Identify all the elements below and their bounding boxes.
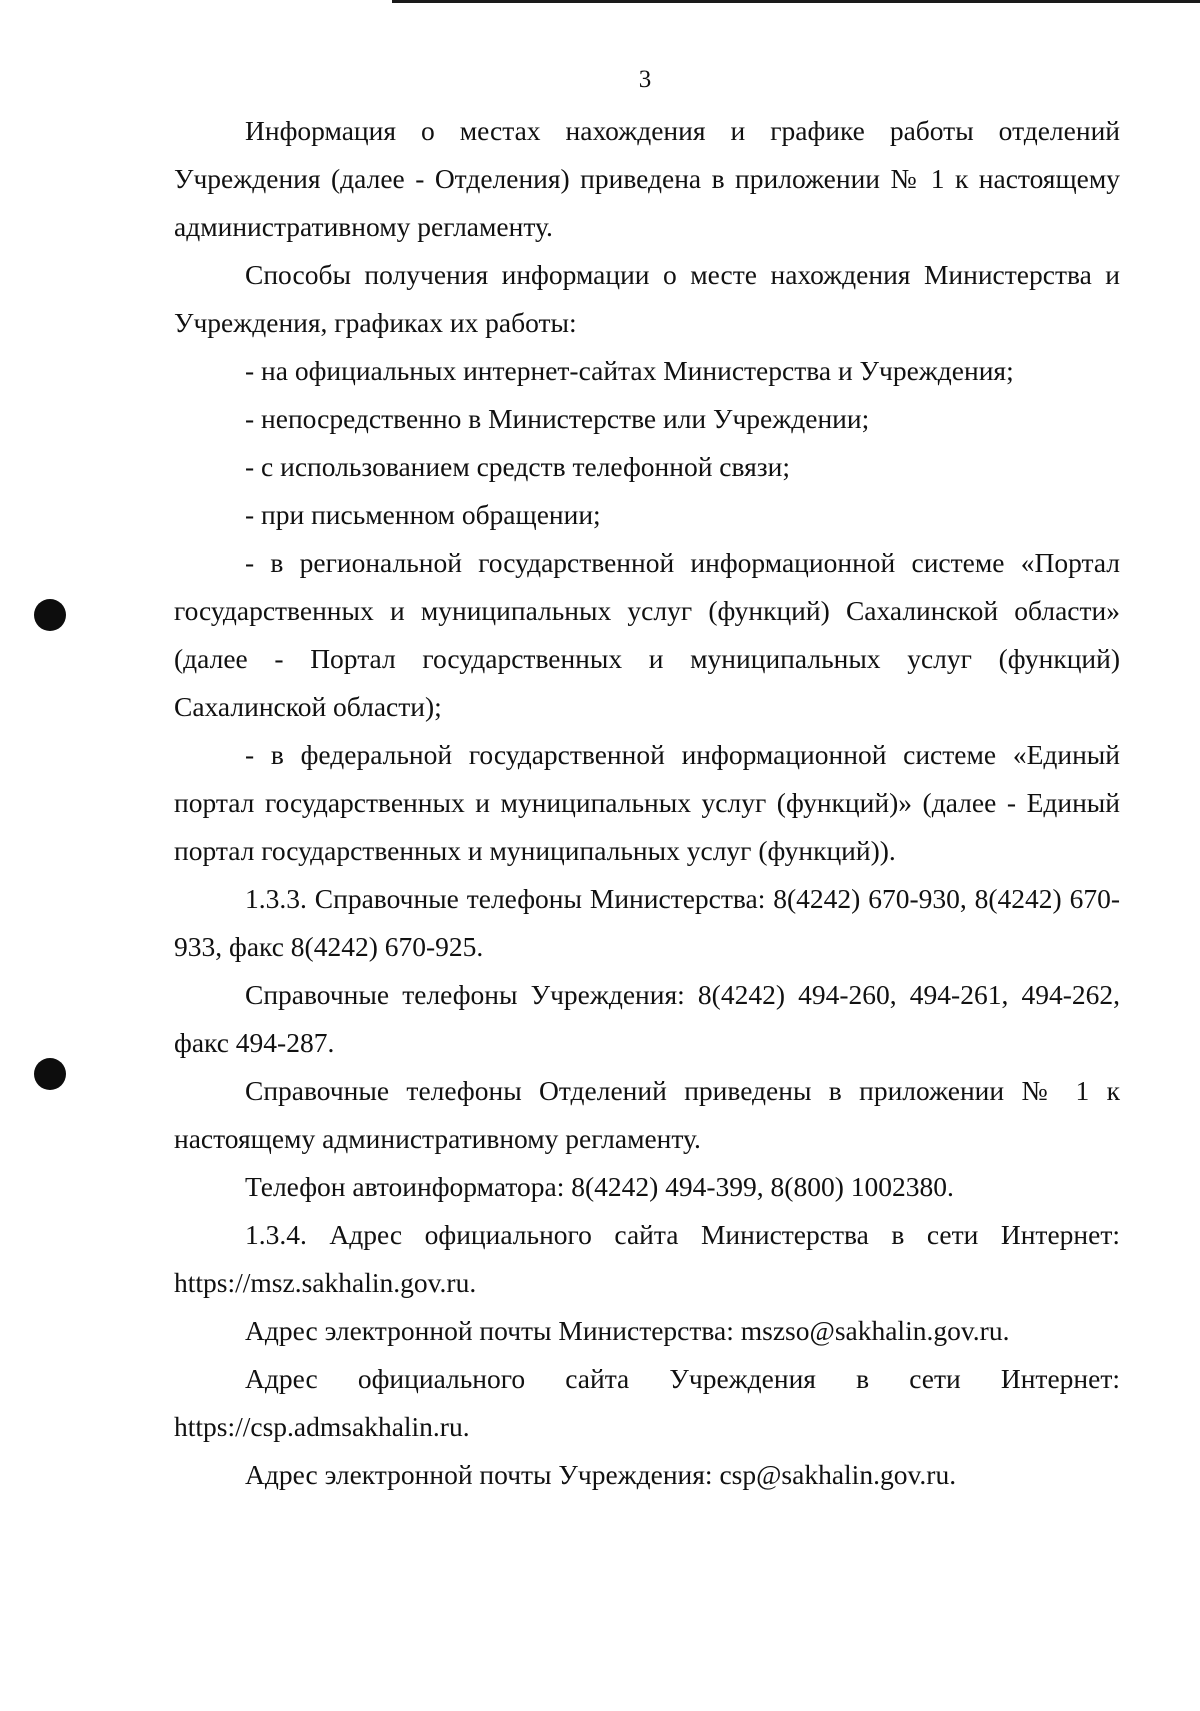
- paragraph-info-methods: Способы получения информации о месте нахождения Министерства и Учреждения, графиках их работы:: [174, 259, 1120, 338]
- paragraph-autoinformer-phone: Телефон автоинформатора: 8(4242) 494-399, 8(800) 1002380.: [245, 1171, 954, 1202]
- paragraph-offices-info: Информация о местах нахождения и графике работы отделений Учреждения (далее - Отделения) приведена в приложении № 1 к настоящему административному регламенту.: [174, 115, 1120, 242]
- paragraph-ministry-phones: 1.3.3. Справочные телефоны Министерства: 8(4242) 670-930, 8(4242) 670-933, факс 8(4242) 670-925.: [174, 883, 1120, 962]
- binder-hole-icon: [34, 1058, 66, 1090]
- document-body: [174, 107, 1120, 1499]
- list-item-regional-portal: - в региональной государственной информационной системе «Портал государственных и муниципальных услуг (функций) Сахалинской области» (далее - Портал государственных и муниципальных услуг (функций) Сахалинской области);: [174, 547, 1120, 722]
- list-item-websites: - на официальных интернет-сайтах Министерства и Учреждения;: [245, 355, 1014, 386]
- paragraph-ministry-website: 1.3.4. Адрес официального сайта Министерства в сети Интернет: https://msz.sakhalin.gov.ru.: [174, 1219, 1120, 1298]
- list-item-in-person: - непосредственно в Министерстве или Учреждении;: [245, 403, 870, 434]
- list-item-phone: - с использованием средств телефонной связи;: [245, 451, 791, 482]
- paragraph-ministry-email: Адрес электронной почты Министерства: mszso@sakhalin.gov.ru.: [245, 1315, 1010, 1346]
- page-number: 3: [638, 66, 652, 93]
- list-item-federal-portal: - в федеральной государственной информационной системе «Единый портал государственных и муниципальных услуг (функций)» (далее - Единый портал государственных и муниципальных услуг (функций)).: [174, 739, 1120, 866]
- paragraph-office-phones: Справочные телефоны Отделений приведены в приложении № 1 к настоящему административному регламенту.: [174, 1075, 1120, 1154]
- paragraph-institution-website: Адрес официального сайта Учреждения в сети Интернет: https://csp.admsakhalin.ru.: [174, 1363, 1120, 1442]
- binder-hole-icon: [34, 599, 66, 631]
- top-border-line: [392, 0, 1200, 3]
- list-item-written-request: - при письменном обращении;: [245, 499, 601, 530]
- paragraph-institution-email: Адрес электронной почты Учреждения: csp@sakhalin.gov.ru.: [245, 1459, 957, 1490]
- paragraph-institution-phones: Справочные телефоны Учреждения: 8(4242) 494-260, 494-261, 494-262, факс 494-287.: [174, 979, 1120, 1058]
